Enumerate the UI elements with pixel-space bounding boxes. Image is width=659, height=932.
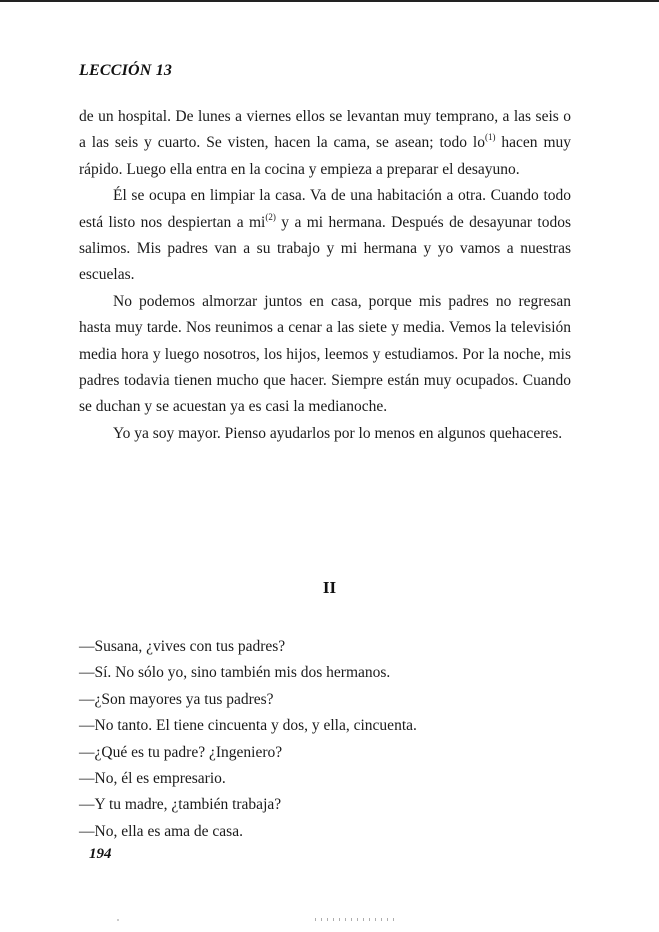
paragraph-1 — [79, 104, 571, 183]
dialogue-list — [79, 634, 571, 845]
dialogue-line: —Y tu madre, ¿también trabaja? — [79, 796, 282, 814]
scan-artifact — [315, 918, 395, 921]
dialogue-line: —¿Son mayores ya tus padres? — [79, 690, 274, 708]
page-number: 194 — [89, 846, 112, 862]
paragraph-2-text-b: y a mi hermana. Después de desayunar todos salimos. Mis padres van a su trabajo y mi hermana y yo vamos a nuestras escuelas. — [79, 213, 571, 284]
paragraph-1-text-b: hacen muy rápido. Luego ella entra en la cocina y empieza a preparar el desayuno. — [79, 134, 572, 178]
paragraph-3: No podemos almorzar juntos en casa, porque mis padres no regresan hasta muy tarde. Nos reunimos a cenar a las siete y media. Vemos la televisión media hora y luego nosotros, los hijos, leemos y estudiamos. Por la noche, mis padres todavia tienen mucho que hacer. Siempre están muy ocupados. Cuando se duchan y se acuestan ya es casi la medianoche. — [79, 292, 571, 416]
paragraph-1-text-a: de un hospital. De lunes a viernes ellos se levantan muy temprano, a las seis o a las seis y cuarto. Se visten, hacen la cama, se asean; todo lo — [79, 108, 571, 152]
dialogue-line: —No, ella es ama de casa. — [79, 822, 243, 840]
dialogue-line: —¿Qué es tu padre? ¿Ingeniero? — [79, 743, 283, 761]
footnote-ref-2: (2) — [265, 211, 276, 222]
paragraph-2 — [79, 183, 571, 289]
dialogue-line: —Susana, ¿vives con tus padres? — [79, 638, 286, 655]
paragraph-4: Yo ya soy mayor. Pienso ayudarlos por lo menos en algunos quehaceres. — [113, 424, 563, 442]
reading-passage — [79, 104, 571, 447]
section-heading-ii: II — [322, 578, 337, 597]
footnote-ref-1: (1) — [485, 132, 496, 143]
dialogue-line: —No tanto. El tiene cincuenta y dos, y ella, cincuenta. — [79, 717, 417, 735]
paragraph-2-text-a: Él se ocupa en limpiar la casa. Va de una habitación a otra. Cuando todo está listo nos despiertan a mi — [79, 187, 571, 231]
scan-top-border — [0, 0, 659, 2]
scan-artifact — [117, 919, 119, 921]
dialogue-line: —Sí. No sólo yo, sino también mis dos hermanos. — [79, 664, 391, 682]
dialogue-line: —No, él es empresario. — [79, 770, 226, 788]
running-head: LECCIÓN 13 — [79, 62, 173, 79]
